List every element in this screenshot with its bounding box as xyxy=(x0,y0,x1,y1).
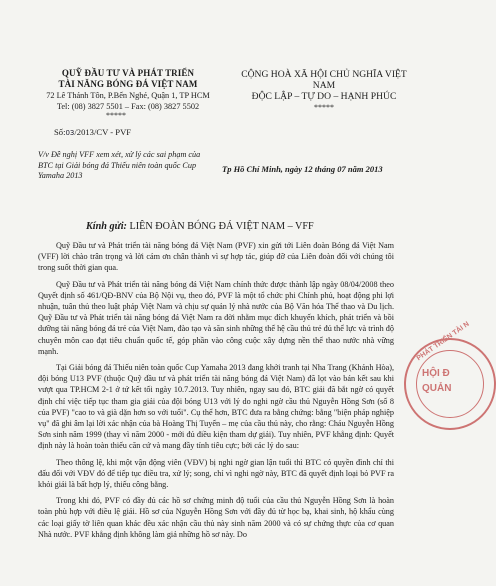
org-name-line2: TÀI NĂNG BÓNG ĐÁ VIỆT NAM xyxy=(58,79,198,89)
nation-line2: ĐỘC LẬP – TỰ DO – HẠNH PHÚC xyxy=(251,91,397,102)
body-paragraph-3: Tại Giải bóng đá Thiếu niên toàn quốc Cup Yamaha 2013 đang khởi tranh tại Nha Trang (Khánh Hòa), đội bóng U13 PVF (thuộc Quỹ đầu tư và phát triển tài năng bóng đá Việt Nam) đã lọt vào bán kết sau khi vượt qua TP.HCM 2-1 ở tứ kết tối ngày 10.7.2013. Tuy nhiên, ngay sau đó, BTC giải đã bắt ngờ có quyết định chỉ việc tiếp tục tham gia giải của đội bóng U13 với lý do nghi ngờ cầu thủ Nguyễn Hồng Sơn (số 8 của PVF) "cao to và già dặn hơn so với tuổi". Cụ thể hơn, BTC đưa ra bằng chứng: bằng "biện pháp nghiệp vụ" đã ghi âm lại lời xác nhận của bà Hoàng Thị Tuyến – mẹ của cầu thủ này, cho rằng: Cháu Nguyễn Hồng Sơn sinh năm 1999 (thay vì năm 2000 - mới đủ điều kiện tham dự giải). Tuy nhiên, PVF khẳng định: Quyết định này là hoàn toàn thiếu căn cứ và mang đầy tính tiêu cực; bởi các lý do sau: xyxy=(38,363,394,451)
seal-text-line2: QUẢN xyxy=(422,383,452,394)
recipient-label: Kính gửi: xyxy=(86,221,127,232)
document-number-handwritten: 03 xyxy=(65,129,75,137)
nation-line1: CỘNG HOÀ XÃ HỘI CHỦ NGHĨA VIỆT NAM xyxy=(241,69,407,91)
body-paragraph-1: Quỹ Đầu tư và Phát triển tài năng bóng đá Việt Nam (PVF) xin gửi tới Liên đoàn Bóng đá Việt Nam (VFF) lời chào trân trọng và lời cám ơn chân thành vì sự hợp tác, giúp đỡ của Liên đoàn đối với chúng tôi trong suốt thời gian qua. xyxy=(38,241,394,273)
org-address: 72 Lê Thánh Tôn, P.Bến Nghé, Quận 1, TP HCM xyxy=(46,91,210,100)
seal-arc-text: PHÁT TRIỂN TÀI N xyxy=(415,320,471,363)
body-paragraph-5: Trong khi đó, PVF có đầy đủ các hồ sơ chứng minh độ tuổi của cầu thủ Nguyễn Hồng Sơn là hoàn toàn phù hợp với điều lệ giải. Hồ sơ của Nguyễn Hồng Sơn với đầy đủ từ học bạ, khai sinh, hộ khẩu cùng các loại giấy tờ liên quan khác đều xác nhận cầu thủ này sinh năm 2000 và có sự chứng thực của cơ quan Nhà nước. PVF khẳng định không làm giả những hồ sơ này. Do xyxy=(38,496,394,539)
nation-stars: ***** xyxy=(314,103,334,112)
red-seal-stamp xyxy=(404,320,496,430)
org-contact: Tel: (08) 3827 5501 – Fax: (08) 3827 5502 xyxy=(56,102,200,111)
org-stars: ***** xyxy=(106,111,126,120)
organization-header xyxy=(38,68,218,112)
recipient-name: LIÊN ĐOÀN BÓNG ĐÁ VIỆT NAM – VFF xyxy=(129,221,314,232)
body-paragraph-4: Theo thông lệ, khi một vận động viên (VĐV) bị nghi ngờ gian lận tuổi thì BTC có quyền đình chỉ thi đấu đối với VĐV đó để tiếp tục điều tra, xử lý; song, chỉ vì nghi ngờ này, BTC đã quyết định loại bỏ PVF ra khỏi giải là bất hợp lý, thiếu công bằng. xyxy=(38,457,394,490)
document-number-prefix: Số: xyxy=(54,127,66,137)
document-number xyxy=(54,127,131,137)
body-paragraph-2: Quỹ Đầu tư và Phát triển tài năng bóng đá Việt Nam chính thức được thành lập ngày 08/04/2008 theo Quyết định số 461/QĐ-BNV của Bộ Nội vụ, theo đó, PVF là một tổ chức phi Chính phủ, hoạt động phi lợi nhuận, tuân thủ theo luật pháp Việt Nam và chịu sự quản lý nhà nước của Bộ Văn hóa Thể thao và Du lịch. Quỹ Đầu tư và Phát triển tài năng bóng đá Việt Nam ra đời nhằm mục đích khuyến khích, phát triển và bồi dưỡng tài năng bóng đá trẻ của Việt Nam, đào tạo và săn sinh những thế hệ cầu thủ trẻ đủ thể lực và trình độ chuyên môn cao đạt tiêu chuẩn quốc tế, góp phần vào công cuộc xây dựng nền thể thao nước nhà vững mạnh. xyxy=(38,279,394,356)
document-subject: V/v Đề nghị VFF xem xét, xử lý các sai phạm của BTC tại Giải bóng đá Thiếu niên toàn quốc Cup Yamaha 2013 xyxy=(38,150,201,180)
seal-text-line1: HỘI Đ xyxy=(422,368,450,379)
document-date: Tp Hồ Chí Minh, ngày 12 tháng 07 năm 2013 xyxy=(222,164,383,174)
document-number-suffix: /2013/CV - PVF xyxy=(74,127,132,137)
recipient-line xyxy=(86,221,314,232)
national-motto xyxy=(232,69,416,112)
org-name-line1: QUỸ ĐẦU TƯ VÀ PHÁT TRIỂN xyxy=(61,68,195,78)
letter-body xyxy=(38,240,394,545)
